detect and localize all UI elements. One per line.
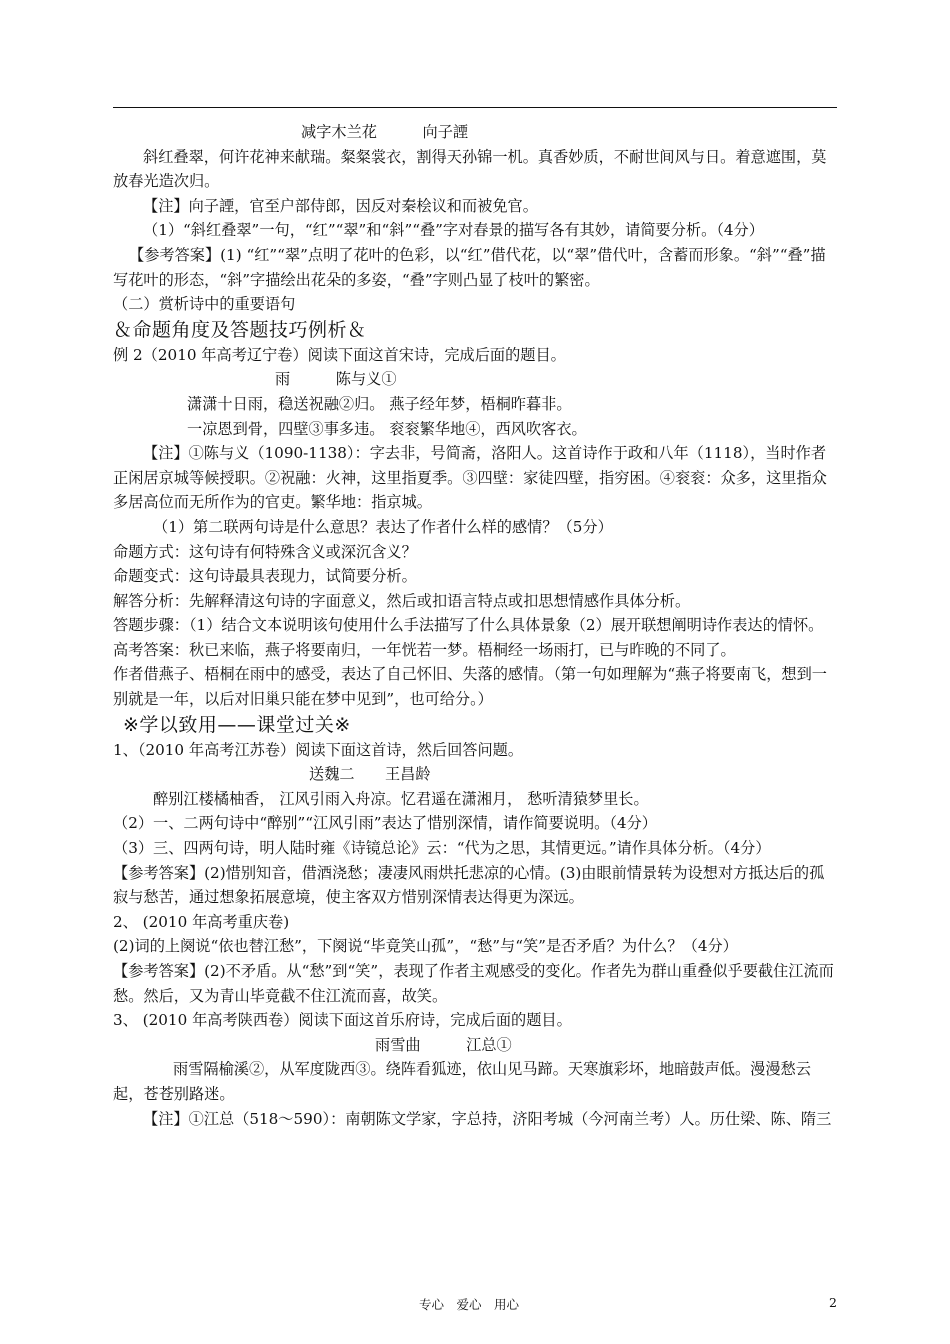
ex1-poem-title: 送魏二 王昌龄 [309,765,431,784]
example2-method: 命题方式：这句诗有何特殊含义或深沉含义？ [113,542,417,561]
ex1-question3: （3）三、四两句诗，明人陆时雍《诗镜总论》云：“代为之思，其情更远。”请作具体分析。（4分） [113,839,771,858]
example2-poem-title: 雨 陈与义① [275,370,397,389]
footer-slogan: 专心 爱心 用心 [419,1297,520,1312]
ex1-question2: （2）一、二两句诗中“醉别”“江风引雨”表达了惜别深情，请作简要说明。（4分） [113,814,657,833]
example2-intro: 例 2（2010 年高考辽宁卷）阅读下面这首宋诗，完成后面的题目。 [113,345,566,364]
heading-practice: ※学以致用——课堂过关※ [123,713,351,736]
ex3-poem-title: 雨雪曲 江总① [375,1035,512,1054]
example2-poem-line1: 潇潇十日雨，稳送祝融②归。 燕子经年梦，梧桐昨暮非。 [187,394,572,413]
poem1-note: 【注】向子諲，官至户部侍郎，因反对秦桧议和而被免官。 [143,196,538,215]
page-content [113,120,838,1131]
poem1-question: （1）“斜红叠翠”一句，“红”“翠”和“斜”“叠”字对春景的描写各有其妙，请简要分析。（4分） [143,221,764,240]
poem1-body: 斜红叠翠，何许花神来献瑞。粲粲裳衣，割得天孙锦一机。真香妙质，不耐世间风与日。着意遮围，莫放春光造次归。 [113,147,827,191]
ex2-question: (2)词的上阕说“依也替江愁”，下阕说“毕竟笑山孤”，“愁”与“笑”是否矛盾？为什么？（4分） [113,937,738,956]
ex3-note: 【注】①江总（518～590）：南朝陈文学家，字总持，济阳考城（今河南兰考）人。历仕梁、陈、隋三 [143,1109,832,1128]
page-number: 2 [829,1295,837,1310]
example2-answer2: 作者借燕子、梧桐在雨中的感受，表达了自己怀旧、失落的感情。（第一句如理解为“燕子将要南飞，想到一别就是一年，以后对旧巢只能在梦中见到”，也可给分。） [113,665,827,709]
example2-question: （1）第二联两句诗是什么意思？表达了作者什么样的感情？（5分） [153,517,613,536]
ex1-intro: 1、（2010 年高考江苏卷）阅读下面这首诗，然后回答问题。 [113,740,524,759]
example2-analysis: 解答分析：先解释清这句诗的字面意义，然后或扣语言特点或扣思想情感作具体分析。 [113,591,691,610]
ex1-poem: 醉别江楼橘柚香， 江风引雨入舟凉。忆君遥在潇湘月， 愁听清猿梦里长。 [153,789,649,808]
example2-note: 【注】①陈与义（1090-1138）：字去非，号简斋，洛阳人。这首诗作于政和八年（1118），当时作者正闲居京城等候授职。②祝融：火神，这里指夏季。③四壁：家徒四壁，指穷困。④衮衮：众多，这里指众多居高位而无所作为的官吏。繁华地：指京城。 [113,444,827,512]
ex3-intro: 3、 (2010 年高考陕西卷）阅读下面这首乐府诗，完成后面的题目。 [113,1011,572,1030]
ex1-answer: 【参考答案】(2)惜别知音，借酒浇愁；凄凄风雨烘托悲凉的心情。(3)由眼前情景转为设想对方抵达后的孤寂与愁苦，通过想象拓展意境，使主客双方惜别深情表达得更为深远。 [113,863,825,907]
ex2-answer: 【参考答案】(2)不矛盾。从“愁”到“笑”，表现了作者主观感受的变化。作者先为群山重叠似乎要截住江流而愁。然后，又为青山毕竟截不住江流而喜，故笑。 [113,962,834,1005]
example2-variant: 命题变式：这句诗最具表现力，试简要分析。 [113,567,417,586]
section2-title: （二）赏析诗中的重要语句 [113,295,296,314]
poem1-title: 减字木兰花 向子諲 [301,123,469,141]
example2-poem-line2: 一凉恩到骨，四壁③事多违。 衮衮繁华地④，西风吹客衣。 [187,419,587,438]
heading-techniques: ＆命题角度及答题技巧例析＆ [113,318,367,341]
ex3-poem: 雨雪隔榆溪②，从军度陇西③。绕阵看狐迹，依山见马蹄。天寒旗彩坏，地暗鼓声低。漫漫愁云起，苍苍别路迷。 [113,1060,811,1103]
header-rule [113,107,837,108]
ex2-intro: 2、 (2010 年高考重庆卷) [113,912,290,931]
example2-answer1: 高考答案：秋已来临，燕子将要南归，一年恍若一梦。梧桐经一场雨打，已与昨晚的不同了。 [113,640,736,659]
poem1-answer: 【参考答案】(1) “红”“翠”点明了花叶的色彩，以“红”借代花，以“翠”借代叶，含蓄而形象。“斜”“叠”描写花叶的形态，“斜”字描绘出花朵的多姿，“叠”字则凸显了枝叶的繁密。 [113,245,826,289]
example2-steps: 答题步骤：（1）结合文本说明该句使用什么手法描写了什么具体景象（2）展开联想阐明诗作表达的情怀。 [113,616,824,635]
